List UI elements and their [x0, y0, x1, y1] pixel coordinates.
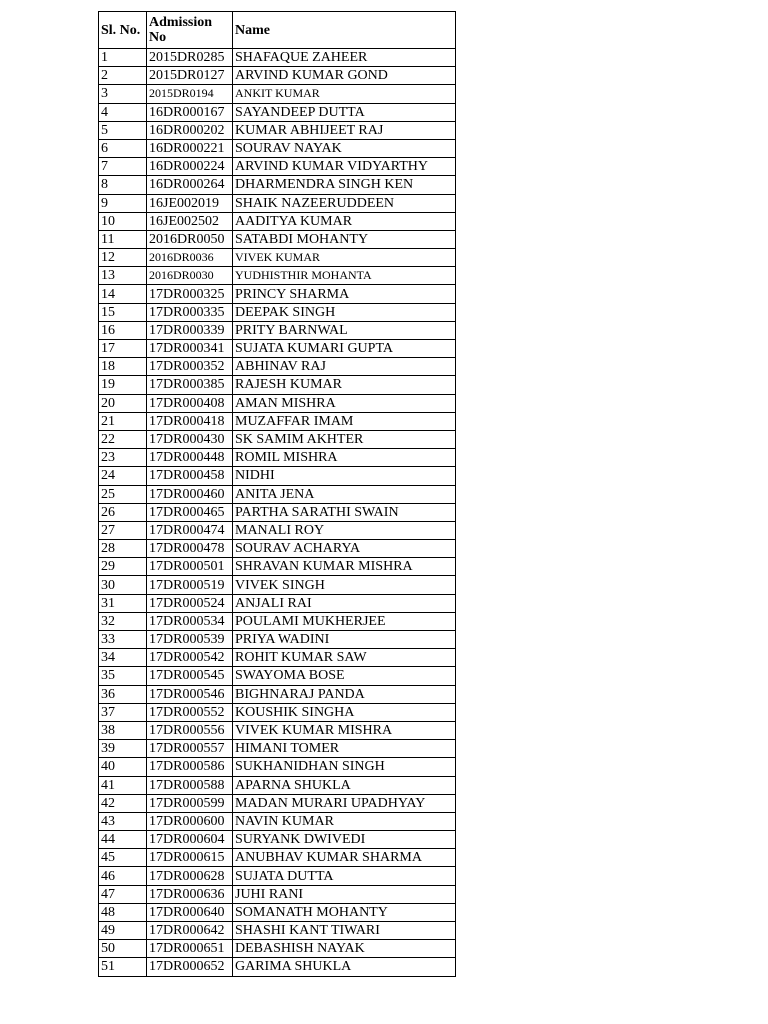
cell-name: HIMANI TOMER	[233, 740, 456, 758]
table-row	[99, 467, 456, 485]
cell-sl-no: 41	[99, 776, 147, 794]
cell-name: SAYANDEEP DUTTA	[233, 103, 456, 121]
header-name: Name	[233, 12, 456, 49]
table-row	[99, 758, 456, 776]
cell-name: APARNA SHUKLA	[233, 776, 456, 794]
cell-sl-no: 31	[99, 594, 147, 612]
cell-name: VIVEK SINGH	[233, 576, 456, 594]
table-row	[99, 430, 456, 448]
cell-name: SUJATA KUMARI GUPTA	[233, 340, 456, 358]
cell-admission-no: 17DR000651	[147, 940, 233, 958]
cell-sl-no: 50	[99, 940, 147, 958]
cell-name: ROHIT KUMAR SAW	[233, 649, 456, 667]
table-row	[99, 394, 456, 412]
cell-sl-no: 24	[99, 467, 147, 485]
cell-admission-no: 2015DR0285	[147, 49, 233, 67]
cell-admission-no: 16DR000202	[147, 121, 233, 139]
cell-admission-no: 17DR000474	[147, 521, 233, 539]
cell-sl-no: 43	[99, 812, 147, 830]
table-row	[99, 812, 456, 830]
cell-admission-no: 17DR000599	[147, 794, 233, 812]
cell-admission-no: 17DR000652	[147, 958, 233, 976]
table-row	[99, 649, 456, 667]
cell-name: ARVIND KUMAR VIDYARTHY	[233, 158, 456, 176]
cell-sl-no: 8	[99, 176, 147, 194]
table-row	[99, 121, 456, 139]
cell-name: KUMAR ABHIJEET RAJ	[233, 121, 456, 139]
cell-sl-no: 29	[99, 558, 147, 576]
cell-sl-no: 40	[99, 758, 147, 776]
cell-admission-no: 2015DR0127	[147, 67, 233, 85]
cell-sl-no: 48	[99, 903, 147, 921]
table-row	[99, 249, 456, 267]
table-row	[99, 449, 456, 467]
table-row	[99, 922, 456, 940]
cell-admission-no: 17DR000352	[147, 358, 233, 376]
cell-admission-no: 17DR000478	[147, 540, 233, 558]
table-row	[99, 867, 456, 885]
table-row	[99, 631, 456, 649]
table-row	[99, 831, 456, 849]
cell-name: KOUSHIK SINGHA	[233, 703, 456, 721]
cell-admission-no: 17DR000524	[147, 594, 233, 612]
table-row	[99, 485, 456, 503]
cell-name: SHAIK NAZEERUDDEEN	[233, 194, 456, 212]
cell-name: SHASHI KANT TIWARI	[233, 922, 456, 940]
cell-name: VIVEK KUMAR MISHRA	[233, 721, 456, 739]
table-row	[99, 285, 456, 303]
table-body	[99, 49, 456, 977]
cell-admission-no: 17DR000545	[147, 667, 233, 685]
table-row	[99, 194, 456, 212]
cell-name: SOURAV NAYAK	[233, 139, 456, 157]
cell-sl-no: 18	[99, 358, 147, 376]
table-row	[99, 885, 456, 903]
cell-name: GARIMA SHUKLA	[233, 958, 456, 976]
cell-sl-no: 33	[99, 631, 147, 649]
cell-admission-no: 17DR000335	[147, 303, 233, 321]
cell-name: SUJATA DUTTA	[233, 867, 456, 885]
table-row	[99, 576, 456, 594]
cell-admission-no: 17DR000556	[147, 721, 233, 739]
table-row	[99, 212, 456, 230]
cell-name: AADITYA KUMAR	[233, 212, 456, 230]
cell-admission-no: 2016DR0050	[147, 230, 233, 248]
cell-sl-no: 36	[99, 685, 147, 703]
cell-sl-no: 17	[99, 340, 147, 358]
cell-sl-no: 28	[99, 540, 147, 558]
cell-sl-no: 39	[99, 740, 147, 758]
cell-admission-no: 17DR000465	[147, 503, 233, 521]
table-row	[99, 503, 456, 521]
header-row	[99, 12, 456, 49]
cell-name: NAVIN KUMAR	[233, 812, 456, 830]
table-row	[99, 376, 456, 394]
cell-admission-no: 17DR000604	[147, 831, 233, 849]
cell-sl-no: 5	[99, 121, 147, 139]
cell-name: POULAMI MUKHERJEE	[233, 612, 456, 630]
table-row	[99, 230, 456, 248]
cell-sl-no: 2	[99, 67, 147, 85]
table-row	[99, 703, 456, 721]
cell-sl-no: 27	[99, 521, 147, 539]
cell-sl-no: 42	[99, 794, 147, 812]
cell-sl-no: 26	[99, 503, 147, 521]
cell-name: DHARMENDRA SINGH KEN	[233, 176, 456, 194]
table-row	[99, 776, 456, 794]
cell-admission-no: 2016DR0030	[147, 267, 233, 285]
cell-admission-no: 17DR000628	[147, 867, 233, 885]
table-row	[99, 321, 456, 339]
cell-admission-no: 17DR000325	[147, 285, 233, 303]
cell-name: MANALI ROY	[233, 521, 456, 539]
cell-sl-no: 45	[99, 849, 147, 867]
cell-name: NIDHI	[233, 467, 456, 485]
table-row	[99, 412, 456, 430]
cell-sl-no: 9	[99, 194, 147, 212]
cell-name: MUZAFFAR IMAM	[233, 412, 456, 430]
table-row	[99, 521, 456, 539]
cell-admission-no: 17DR000539	[147, 631, 233, 649]
cell-name: DEEPAK SINGH	[233, 303, 456, 321]
cell-admission-no: 16DR000264	[147, 176, 233, 194]
cell-admission-no: 17DR000642	[147, 922, 233, 940]
cell-sl-no: 44	[99, 831, 147, 849]
cell-sl-no: 25	[99, 485, 147, 503]
table-row	[99, 139, 456, 157]
cell-name: DEBASHISH NAYAK	[233, 940, 456, 958]
cell-name: JUHI RANI	[233, 885, 456, 903]
cell-sl-no: 15	[99, 303, 147, 321]
cell-name: SOMANATH MOHANTY	[233, 903, 456, 921]
cell-name: ABHINAV RAJ	[233, 358, 456, 376]
cell-sl-no: 13	[99, 267, 147, 285]
cell-name: PRIYA WADINI	[233, 631, 456, 649]
header-sl-no: Sl. No.	[99, 12, 147, 49]
cell-admission-no: 17DR000615	[147, 849, 233, 867]
cell-name: VIVEK KUMAR	[233, 249, 456, 267]
cell-sl-no: 10	[99, 212, 147, 230]
cell-admission-no: 2015DR0194	[147, 85, 233, 103]
cell-sl-no: 19	[99, 376, 147, 394]
table-row	[99, 49, 456, 67]
cell-admission-no: 16DR000167	[147, 103, 233, 121]
cell-name: SUKHANIDHAN SINGH	[233, 758, 456, 776]
cell-sl-no: 51	[99, 958, 147, 976]
cell-sl-no: 21	[99, 412, 147, 430]
table-row	[99, 958, 456, 976]
cell-sl-no: 30	[99, 576, 147, 594]
cell-sl-no: 12	[99, 249, 147, 267]
cell-admission-no: 17DR000519	[147, 576, 233, 594]
cell-admission-no: 17DR000546	[147, 685, 233, 703]
cell-sl-no: 6	[99, 139, 147, 157]
cell-name: ARVIND KUMAR GOND	[233, 67, 456, 85]
cell-sl-no: 32	[99, 612, 147, 630]
cell-sl-no: 22	[99, 430, 147, 448]
table-row	[99, 358, 456, 376]
cell-admission-no: 17DR000430	[147, 430, 233, 448]
cell-name: SHRAVAN KUMAR MISHRA	[233, 558, 456, 576]
cell-name: PRINCY SHARMA	[233, 285, 456, 303]
cell-admission-no: 17DR000448	[147, 449, 233, 467]
cell-admission-no: 17DR000588	[147, 776, 233, 794]
cell-admission-no: 17DR000552	[147, 703, 233, 721]
cell-name: AMAN MISHRA	[233, 394, 456, 412]
cell-sl-no: 38	[99, 721, 147, 739]
table-row	[99, 158, 456, 176]
table-row	[99, 67, 456, 85]
table-row	[99, 540, 456, 558]
cell-name: PRITY BARNWAL	[233, 321, 456, 339]
cell-sl-no: 14	[99, 285, 147, 303]
cell-name: SHAFAQUE ZAHEER	[233, 49, 456, 67]
cell-name: SWAYOMA BOSE	[233, 667, 456, 685]
cell-name: RAJESH KUMAR	[233, 376, 456, 394]
cell-name: ANITA JENA	[233, 485, 456, 503]
cell-admission-no: 17DR000557	[147, 740, 233, 758]
table-row	[99, 903, 456, 921]
cell-admission-no: 17DR000542	[147, 649, 233, 667]
cell-admission-no: 16DR000224	[147, 158, 233, 176]
cell-name: YUDHISTHIR MOHANTA	[233, 267, 456, 285]
table-row	[99, 794, 456, 812]
cell-sl-no: 1	[99, 49, 147, 67]
cell-admission-no: 17DR000339	[147, 321, 233, 339]
cell-sl-no: 16	[99, 321, 147, 339]
cell-name: BIGHNARAJ PANDA	[233, 685, 456, 703]
cell-sl-no: 3	[99, 85, 147, 103]
cell-admission-no: 17DR000534	[147, 612, 233, 630]
cell-sl-no: 49	[99, 922, 147, 940]
admission-table	[98, 11, 456, 977]
cell-admission-no: 16JE002502	[147, 212, 233, 230]
cell-admission-no: 17DR000408	[147, 394, 233, 412]
table-row	[99, 685, 456, 703]
table-row	[99, 940, 456, 958]
cell-sl-no: 47	[99, 885, 147, 903]
cell-name: MADAN MURARI UPADHYAY	[233, 794, 456, 812]
table-row	[99, 594, 456, 612]
cell-sl-no: 11	[99, 230, 147, 248]
table-row	[99, 740, 456, 758]
cell-admission-no: 16DR000221	[147, 139, 233, 157]
table-row	[99, 612, 456, 630]
table-row	[99, 849, 456, 867]
cell-sl-no: 7	[99, 158, 147, 176]
cell-sl-no: 35	[99, 667, 147, 685]
cell-name: SURYANK DWIVEDI	[233, 831, 456, 849]
table-row	[99, 267, 456, 285]
cell-sl-no: 20	[99, 394, 147, 412]
cell-name: ANUBHAV KUMAR SHARMA	[233, 849, 456, 867]
cell-admission-no: 17DR000385	[147, 376, 233, 394]
cell-admission-no: 17DR000636	[147, 885, 233, 903]
table-row	[99, 340, 456, 358]
table-row	[99, 667, 456, 685]
cell-name: SK SAMIM AKHTER	[233, 430, 456, 448]
header-admission-no: Admission No	[147, 12, 233, 49]
cell-name: ROMIL MISHRA	[233, 449, 456, 467]
cell-name: SOURAV ACHARYA	[233, 540, 456, 558]
cell-sl-no: 46	[99, 867, 147, 885]
cell-admission-no: 17DR000586	[147, 758, 233, 776]
cell-admission-no: 17DR000501	[147, 558, 233, 576]
table-row	[99, 558, 456, 576]
cell-name: ANJALI RAI	[233, 594, 456, 612]
cell-name: ANKIT KUMAR	[233, 85, 456, 103]
cell-admission-no: 17DR000600	[147, 812, 233, 830]
cell-sl-no: 34	[99, 649, 147, 667]
cell-admission-no: 16JE002019	[147, 194, 233, 212]
table-row	[99, 176, 456, 194]
cell-admission-no: 2016DR0036	[147, 249, 233, 267]
cell-admission-no: 17DR000640	[147, 903, 233, 921]
table-header	[99, 12, 456, 49]
cell-admission-no: 17DR000460	[147, 485, 233, 503]
cell-name: PARTHA SARATHI SWAIN	[233, 503, 456, 521]
cell-name: SATABDI MOHANTY	[233, 230, 456, 248]
cell-sl-no: 37	[99, 703, 147, 721]
cell-admission-no: 17DR000341	[147, 340, 233, 358]
cell-sl-no: 4	[99, 103, 147, 121]
cell-admission-no: 17DR000458	[147, 467, 233, 485]
cell-sl-no: 23	[99, 449, 147, 467]
table-row	[99, 103, 456, 121]
table-row	[99, 721, 456, 739]
cell-admission-no: 17DR000418	[147, 412, 233, 430]
table-row	[99, 303, 456, 321]
table-row	[99, 85, 456, 103]
